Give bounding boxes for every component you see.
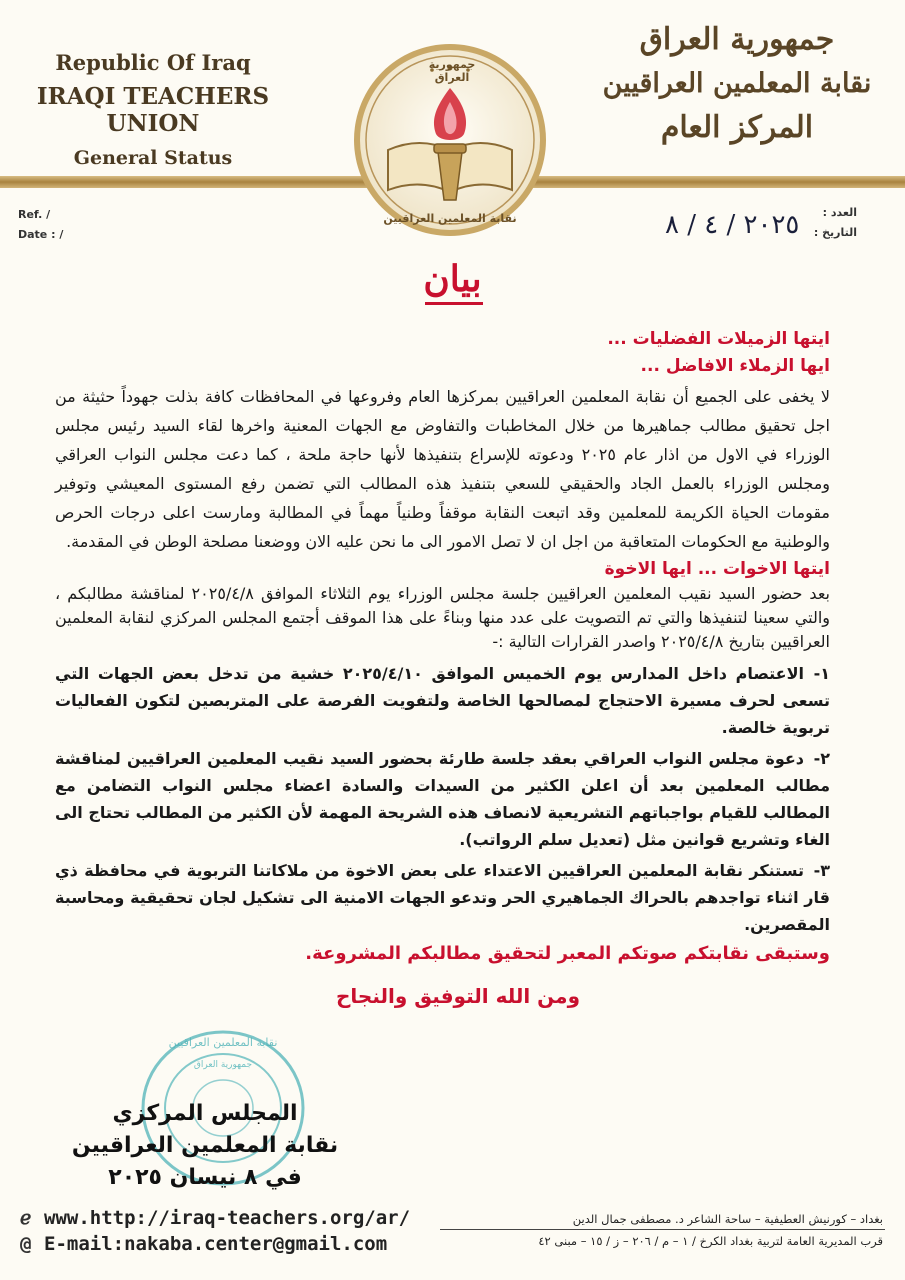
decision-text: دعوة مجلس النواب العراقي بعقد جلسة طارئة بحضور السيد نقيب المعلمين العراقيين لمناقشة مطالب المعلمين بعد أن اعلن الكثير من السيدات والسادة اعضاء مجلس النواب التضامن مع المطالب للقيام بواجباتهم التشريعية لانصاف هذه الشريحة المهمة لأن الكثير من المطالب تحتاج الى الغاء وتشريع قوانين مثل (تعديل سلم الرواتب).: [55, 749, 830, 849]
address-line-2: قرب المديرية العامة لتربية بغداد الكرخ / ١ – م / ٢٠٦ – ز / ١٥ – مبنى ٤٢: [538, 1234, 883, 1248]
handwritten-date: ٢٠٢٥ / ٤ / ٨: [665, 210, 800, 240]
date-label-ar: التاريخ :: [813, 226, 857, 239]
email-at-icon: @: [20, 1233, 32, 1255]
greeting-sisters-brothers: ايتها الاخوات ... ايها الاخوة: [604, 559, 830, 579]
signature-date: في ٨ نيسان ٢٠٢٥: [108, 1165, 302, 1190]
greeting-female-colleagues: ايتها الزميلات الفضليات ...: [607, 329, 830, 349]
signature-union: نقابة المعلمين العراقيين: [71, 1133, 339, 1158]
header-ar-republic: جمهورية العراق: [639, 22, 835, 57]
decision-number: ٣-: [813, 861, 830, 880]
email-link[interactable]: E-mail:nakaba.center@gmail.com: [44, 1233, 388, 1255]
email-line: [20, 1231, 410, 1257]
stamp-inner-text: جمهورية العراق: [193, 1060, 253, 1070]
ref-label: Ref. /: [18, 208, 51, 221]
header-ar-union: نقابة المعلمين العراقيين: [602, 68, 872, 99]
address-line-1: بغداد – كورنيش العطيفية – ساحة الشاعر د. مصطفى جمال الدين: [572, 1212, 883, 1226]
emblem-bottom-text: نقابة المعلمين العراقيين: [383, 212, 517, 225]
header-ar-center: المركز العام: [660, 110, 814, 145]
footer-divider: [440, 1229, 885, 1230]
header-arabic: [587, 18, 887, 150]
ref-date-english: [18, 205, 63, 245]
paragraph-intro: لا يخفى على الجميع أن نقابة المعلمين العراقيين بمركزها العام وفروعها في المحافظات كافة بذلت جهوداً حثيثة من اجل تحقيق مطالب جماهيرها من خلال المخاطبات والتفاوض مع الجهات المعنية واخرها لقاء السيد رئيس مجلس الوزراء في الاول من اذار عام ٢٠٢٥ ودعوته للإسراع بتنفيذها لأنها حاجة ملحة ، كما دعت مجلس النواب العراقي ومجلس الوزراء بالعمل الجاد والحقيقي للسعي بتنفيذ هذه المطالب التي تضمن رفع المستوى المعيشي وتوفير مقومات الحياة الكريمة للمعلمين وقد اتبعت النقابة موقفاً وطنياً مهماً في المطالبة ومارست اعلى درجات الحرص والوطنية مع الحكومات المتعاقبة من اجل ان لا تصل الامور الى ما نحن عليه الان ووضعنا مصلحة الوطن في المقدمة.: [55, 387, 831, 551]
decision-item: [55, 745, 830, 853]
signature-council: المجلس المركزي: [112, 1101, 298, 1126]
ref-date-arabic: [814, 203, 857, 243]
website-link[interactable]: www.http://iraq-teachers.org/ar/: [44, 1207, 411, 1229]
header-english: [8, 50, 298, 169]
closing-prayer: ومن الله التوفيق والنجاح: [335, 984, 580, 1008]
decision-item: [55, 857, 830, 938]
signature-block: [55, 1098, 355, 1194]
internet-explorer-icon: ℯ: [20, 1207, 32, 1229]
decision-number: ٢-: [813, 749, 830, 768]
paragraph-cabinet-session: بعد حضور السيد نقيب المعلمين العراقيين جلسة مجلس الوزراء يوم الثلاثاء الموافق ٢٠٢٥/٤/٨ لمناقشة مطالبكم ، والتي سعينا لتنفيذها والتي تم التصويت على عدد منها وبناءً على هذا الموقف أجتمع المجلس المركزي لنقابة المعلمين العراقيين بتاريخ ٢٠٢٥/٤/٨ واصدر القرارات التالية :-: [55, 584, 830, 651]
decision-text: الاعتصام داخل المدارس يوم الخميس الموافق ٢٠٢٥/٤/١٠ خشية من تدخل بعض الجهات التي تسعى لحرف مسيرة الاحتجاج لمصالحها الخاصة ولتفويت الفرصة على المتربصين لتكون الفعاليات تربوية خالصة.: [55, 664, 830, 737]
date-label-en: Date : /: [18, 228, 64, 241]
header-en-union: IRAQI TEACHERS UNION: [36, 83, 270, 137]
emblem-top-text: جمهورية العراق: [428, 58, 476, 84]
stamp-outer-text: نقابة المعلمين العراقيين: [168, 1036, 278, 1049]
header-en-republic: Republic Of Iraq: [55, 50, 251, 75]
number-label-ar: العدد :: [822, 206, 857, 219]
greeting-male-colleagues: ايها الزملاء الافاضل ...: [640, 356, 830, 376]
decision-number: ١-: [813, 664, 830, 683]
decision-item: [55, 660, 830, 741]
header-en-status: General Status: [73, 147, 233, 169]
footer-address: [463, 1208, 883, 1252]
website-line: [20, 1205, 410, 1231]
closing-statement: وستبقى نقابتكم صوتكم المعبر لتحقيق مطالبكم المشروعة.: [305, 943, 830, 964]
footer-contact: [20, 1205, 410, 1257]
title-underline: [425, 302, 483, 305]
decision-text: تستنكر نقابة المعلمين العراقيين الاعتداء على بعض الاخوة من ملاكاتنا التربوية في محافظة ذي قار اثناء تواجدهم بالحراك الجماهيري الحر وتدعو الجهات الامنية الى تشكيل لجان تحقيقية ومحاسبة المقصرين.: [55, 861, 830, 934]
statement-title: بيان: [423, 258, 482, 300]
statement-body: [55, 326, 830, 1010]
